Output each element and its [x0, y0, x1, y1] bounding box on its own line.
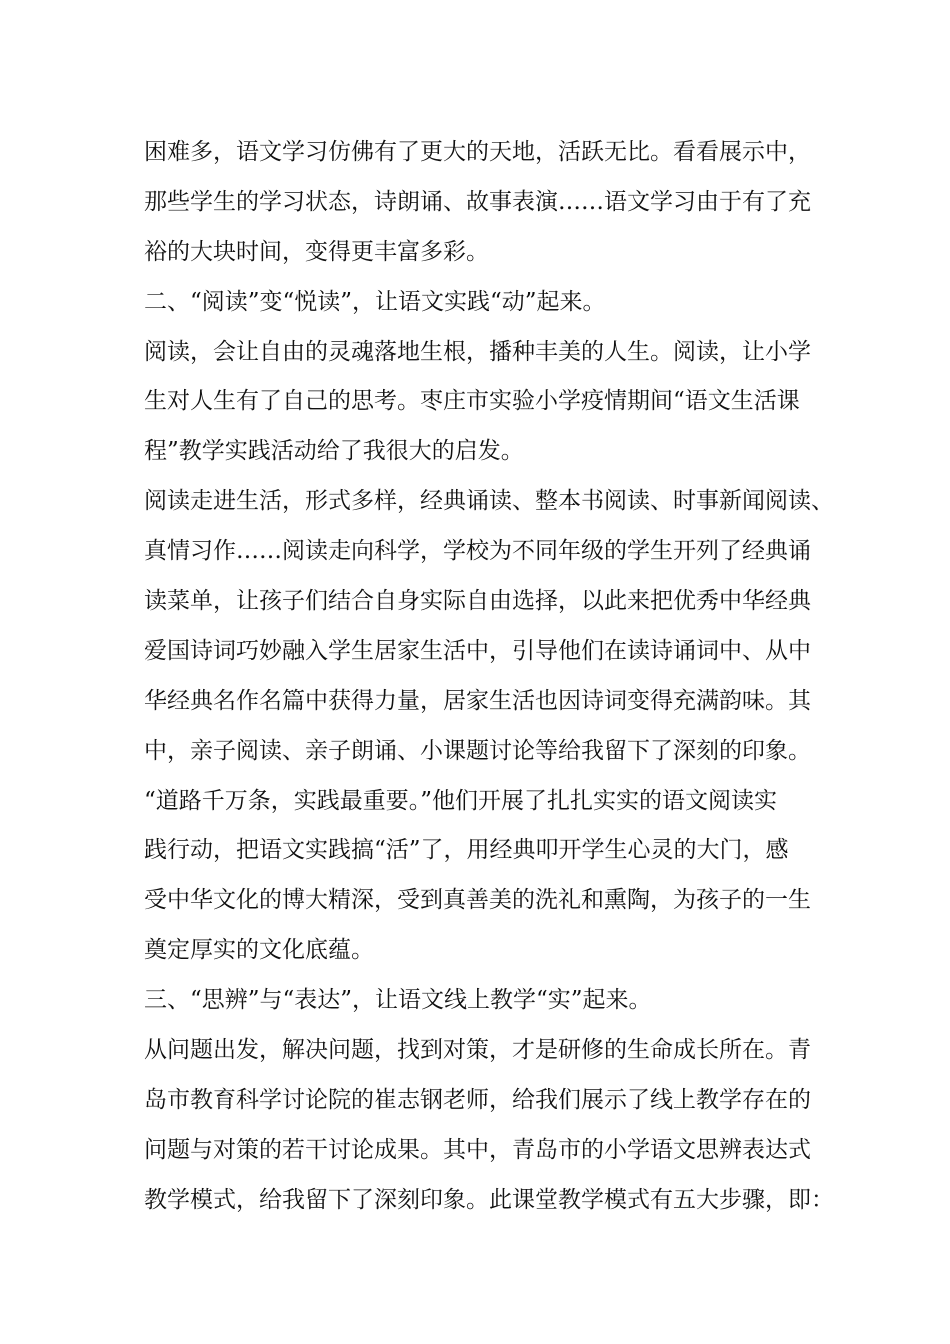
text-line: 爱国诗词巧妙融入学生居家生活中，引导他们在读诗诵词中、从中 [144, 637, 811, 664]
text-line: 华经典名作名篇中获得力量，居家生活也因诗词变得充满韵味。其 [144, 687, 811, 714]
text-line: 生对人生有了自己的思考。枣庄市实验小学疫情期间“语文生活课 [144, 388, 800, 415]
text-line: 教学模式，给我留下了深刻印象。此课堂教学模式有五大步骤，即： [144, 1186, 834, 1213]
text-line: 问题与对策的若干讨论成果。其中，青岛市的小学语文思辨表达式 [144, 1136, 811, 1163]
text-line: 践行动，把语文实践搞“活”了，用经典叩开学生心灵的大门，感 [144, 837, 789, 864]
text-line: 阅读，会让自由的灵魂落地生根，播种丰美的人生。阅读，让小学 [144, 338, 811, 365]
body-text [144, 128, 834, 1226]
text-line: 裕的大块时间，变得更丰富多彩。 [144, 238, 489, 265]
text-line: 受中华文化的博大精深，受到真善美的洗礼和熏陶，为孩子的一生 [144, 887, 811, 914]
section-heading-2: 二、“阅读”变“悦读”，让语文实践“动”起来。 [144, 288, 606, 315]
text-line: 读菜单，让孩子们结合自身实际自由选择，以此来把优秀中华经典 [144, 588, 811, 615]
section-heading-3: 三、“思辨”与“表达”，让语文线上教学“实”起来。 [144, 987, 652, 1014]
text-line: 中，亲子阅读、亲子朗诵、小课题讨论等给我留下了深刻的印象。 [144, 737, 811, 764]
text-line: 程”教学实践活动给了我很大的启发。 [144, 438, 524, 465]
text-line: 岛市教育科学讨论院的崔志钢老师，给我们展示了线上教学存在的 [144, 1086, 811, 1113]
text-line: “道路千万条，实践最重要。”他们开展了扎扎实实的语文阅读实 [144, 787, 778, 814]
text-line: 从问题出发，解决问题，找到对策，才是研修的生命成长所在。青 [144, 1037, 811, 1064]
text-line: 那些学生的学习状态，诗朗诵、故事表演……语文学习由于有了充 [144, 188, 811, 215]
text-line: 奠定厚实的文化底蕴。 [144, 937, 374, 964]
text-line: 困难多，语文学习仿佛有了更大的天地，活跃无比。看看展示中， [144, 139, 811, 165]
text-line: 真情习作……阅读走向科学，学校为不同年级的学生开列了经典诵 [144, 538, 811, 565]
text-line: 阅读走进生活，形式多样，经典诵读、整本书阅读、时事新闻阅读、 [144, 488, 834, 515]
